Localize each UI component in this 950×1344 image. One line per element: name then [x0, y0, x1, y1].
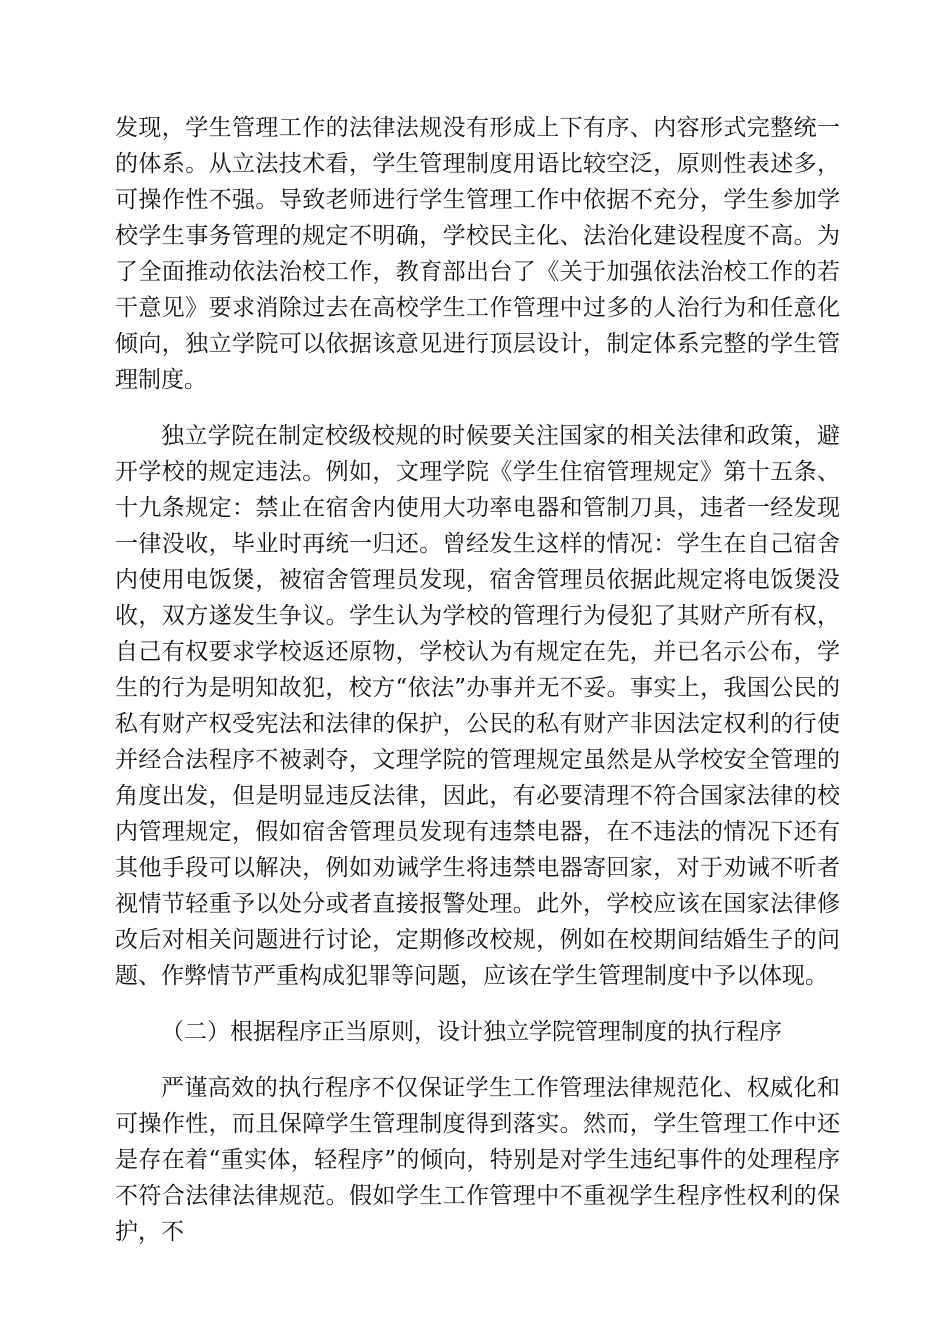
section-heading: （二）根据程序正当原则，设计独立学院管理制度的执行程序	[161, 1019, 782, 1045]
document-body	[115, 110, 840, 1250]
paragraph-procedure: 严谨高效的执行程序不仅保证学生工作管理法律规范化、权威化和可操作性，而且保障学生管理制度得到落实。然而，学生管理工作中还是存在着“重实体，轻程序”的倾向，特别是对学生违纪事件的处理程序不符合法律法律规范。假如学生工作管理中不重视学生程序性权利的保护，不	[115, 1075, 840, 1245]
paragraph-continued: 发现，学生管理工作的法律法规没有形成上下有序、内容形式完整统一的体系。从立法技术看，学生管理制度用语比较空泛，原则性表述多，可操作性不强。导致老师进行学生管理工作中依据不充分，学生参加学校学生事务管理的规定不明确，学校民主化、法治化建设程度不高。为了全面推动依法治校工作，教育部出台了《关于加强依法治校工作的若干意见》要求消除过去在高校学生工作管理中过多的人治行为和任意化倾向，独立学院可以依据该意见进行顶层设计，制定体系完整的学生管理制度。	[115, 115, 840, 393]
paragraph-dormitory-rules: 独立学院在制定校级校规的时候要关注国家的相关法律和政策，避开学校的规定违法。例如，文理学院《学生住宿管理规定》第十五条、十九条规定：禁止在宿舍内使用大功率电器和管制刀具，违者一经发现一律没收，毕业时再统一归还。曾经发生这样的情况：学生在自己宿舍内使用电饭煲，被宿舍管理员发现，宿舍管理员依据此规定将电饭煲没收，双方遂发生争议。学生认为学校的管理行为侵犯了其财产所有权，自己有权要求学校返还原物，学校认为有规定在先，并已名示公布，学生的行为是明知故犯，校方“依法”办事并无不妥。事实上，我国公民的私有财产权受宪法和法律的保护，公民的私有财产非因法定权利的行使并经合法程序不被剥夺，文理学院的管理规定虽然是从学校安全管理的角度出发，但是明显违反法律，因此，有必要清理不符合国家法律的校内管理规定，假如宿舍管理员发现有违禁电器，在不违法的情况下还有其他手段可以解决，例如劝诫学生将违禁电器寄回家，对于劝诫不听者视情节轻重予以处分或者直接报警处理。此外，学校应该在国家法律修改后对相关问题进行讨论，定期修改校规，例如在校期间结婚生子的问题、作弊情节严重构成犯罪等问题，应该在学生管理制度中予以体现。	[115, 423, 840, 989]
